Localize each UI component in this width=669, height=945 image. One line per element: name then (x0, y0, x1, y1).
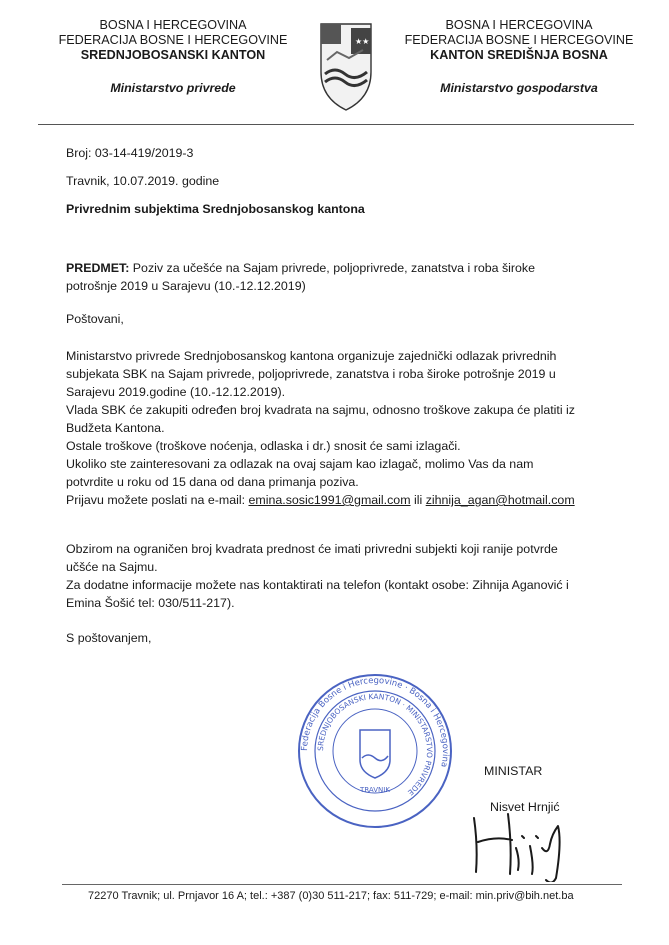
federation-name-right: FEDERACIJA BOSNE I HERCEGOVINE (404, 33, 634, 47)
body-line: Ukoliko ste zainteresovani za odlazak na ovaj sajam kao izlagač, molimo Vas da nam (66, 457, 534, 471)
subject-line-2: potrošnje 2019 u Sarajevu (10.-12.12.2019) (66, 279, 306, 293)
federation-name-left: FEDERACIJA BOSNE I HERCEGOVINE (58, 33, 288, 47)
official-stamp (296, 672, 454, 830)
reference-number: Broj: 03-14-419/2019-3 (66, 146, 194, 160)
email-prefix: Prijavu možete poslati na e-mail: (66, 493, 249, 507)
subject-label: PREDMET: (66, 261, 130, 275)
handwritten-signature (456, 796, 606, 882)
body-line: Za dodatne informacije možete nas kontaktirati na telefon (kontakt osobe: Zihnija Aganović i (66, 578, 569, 592)
country-name-left: BOSNA I HERCEGOVINA (99, 18, 247, 32)
stamp-outer-text: Federacija Bosne i Hercegovine · Bosna i Hercegovina (299, 675, 451, 769)
body-line: potvrdite u roku od 15 dana od dana primanja poziva. (66, 475, 359, 489)
body-line: Ministarstvo privrede Srednjobosanskog kantona organizuje zajednički odlazak privrednih (66, 349, 557, 363)
subject (66, 259, 636, 295)
body-line: Emina Šošić tel: 030/511-217). (66, 596, 235, 610)
canton-name-left: SREDNJOBOSANSKI KANTON (80, 48, 266, 62)
email-link-1[interactable]: emina.sosic1991@gmail.com (248, 493, 411, 507)
salutation: Poštovani, (66, 312, 124, 326)
country-name-right: BOSNA I HERCEGOVINA (445, 18, 593, 32)
stamp-inner-text: SREDNJOBOSANSKI KANTON · MINISTARSTVO PRIVREDE (315, 691, 435, 798)
closing: S poštovanjem, (66, 631, 152, 645)
email-link-2[interactable]: zihnija_agan@hotmail.com (425, 493, 575, 507)
stamp-city: TRAVNIK (360, 786, 390, 794)
canton-coat-of-arms-icon (307, 14, 385, 114)
footer-divider (62, 884, 622, 885)
ministry-name-right: Ministarstvo gospodarstva (440, 81, 598, 95)
svg-text:★★: ★★ (355, 37, 370, 46)
recipient: Privrednim subjektima Srednjobosanskog kantona (66, 202, 365, 216)
body-line: Budžeta Kantona. (66, 421, 165, 435)
signature-title: MINISTAR (484, 764, 543, 778)
email-separator: ili (410, 493, 426, 507)
header-left (38, 18, 308, 96)
email-line (66, 491, 636, 509)
header-divider (38, 124, 634, 125)
body-line: Sarajevu 2019.godine (10.-12.12.2019). (66, 385, 286, 399)
subject-line-1: Poziv za učešće na Sajam privrede, poljoprivrede, zanatstva i roba široke (129, 261, 535, 275)
ministry-name-left: Ministarstvo privrede (110, 81, 236, 95)
header-right (388, 18, 650, 96)
body-line: Obzirom na ograničen broj kvadrata prednost će imati privredni subjekti koji ranije potvrde (66, 542, 558, 556)
body-line: Vlada SBK će zakupiti određen broj kvadrata na sajmu, odnosno troškove zakupa će platiti iz (66, 403, 575, 417)
body-line: Ostale troškove (troškove noćenja, odlaska i dr.) snosit će sami izlagači. (66, 439, 461, 453)
body-line: subjekata SBK na Sajam privrede, poljoprivrede, zanatstva i roba široke potrošnje 2019 u (66, 367, 556, 381)
footer-contact: 72270 Travnik; ul. Prnjavor 16 A; tel.: +387 (0)30 511-217; fax: 511-729; e-mail: min.priv@bih.net.ba (88, 890, 574, 902)
canton-name-right: KANTON SREDIŠNJA BOSNA (430, 48, 608, 62)
body-paragraph-2 (66, 540, 636, 612)
body-line: učšće na Sajmu. (66, 560, 158, 574)
place-date: Travnik, 10.07.2019. godine (66, 174, 220, 188)
body-paragraph-1 (66, 347, 636, 509)
signature-name: Nisvet Hrnjić (490, 800, 560, 814)
